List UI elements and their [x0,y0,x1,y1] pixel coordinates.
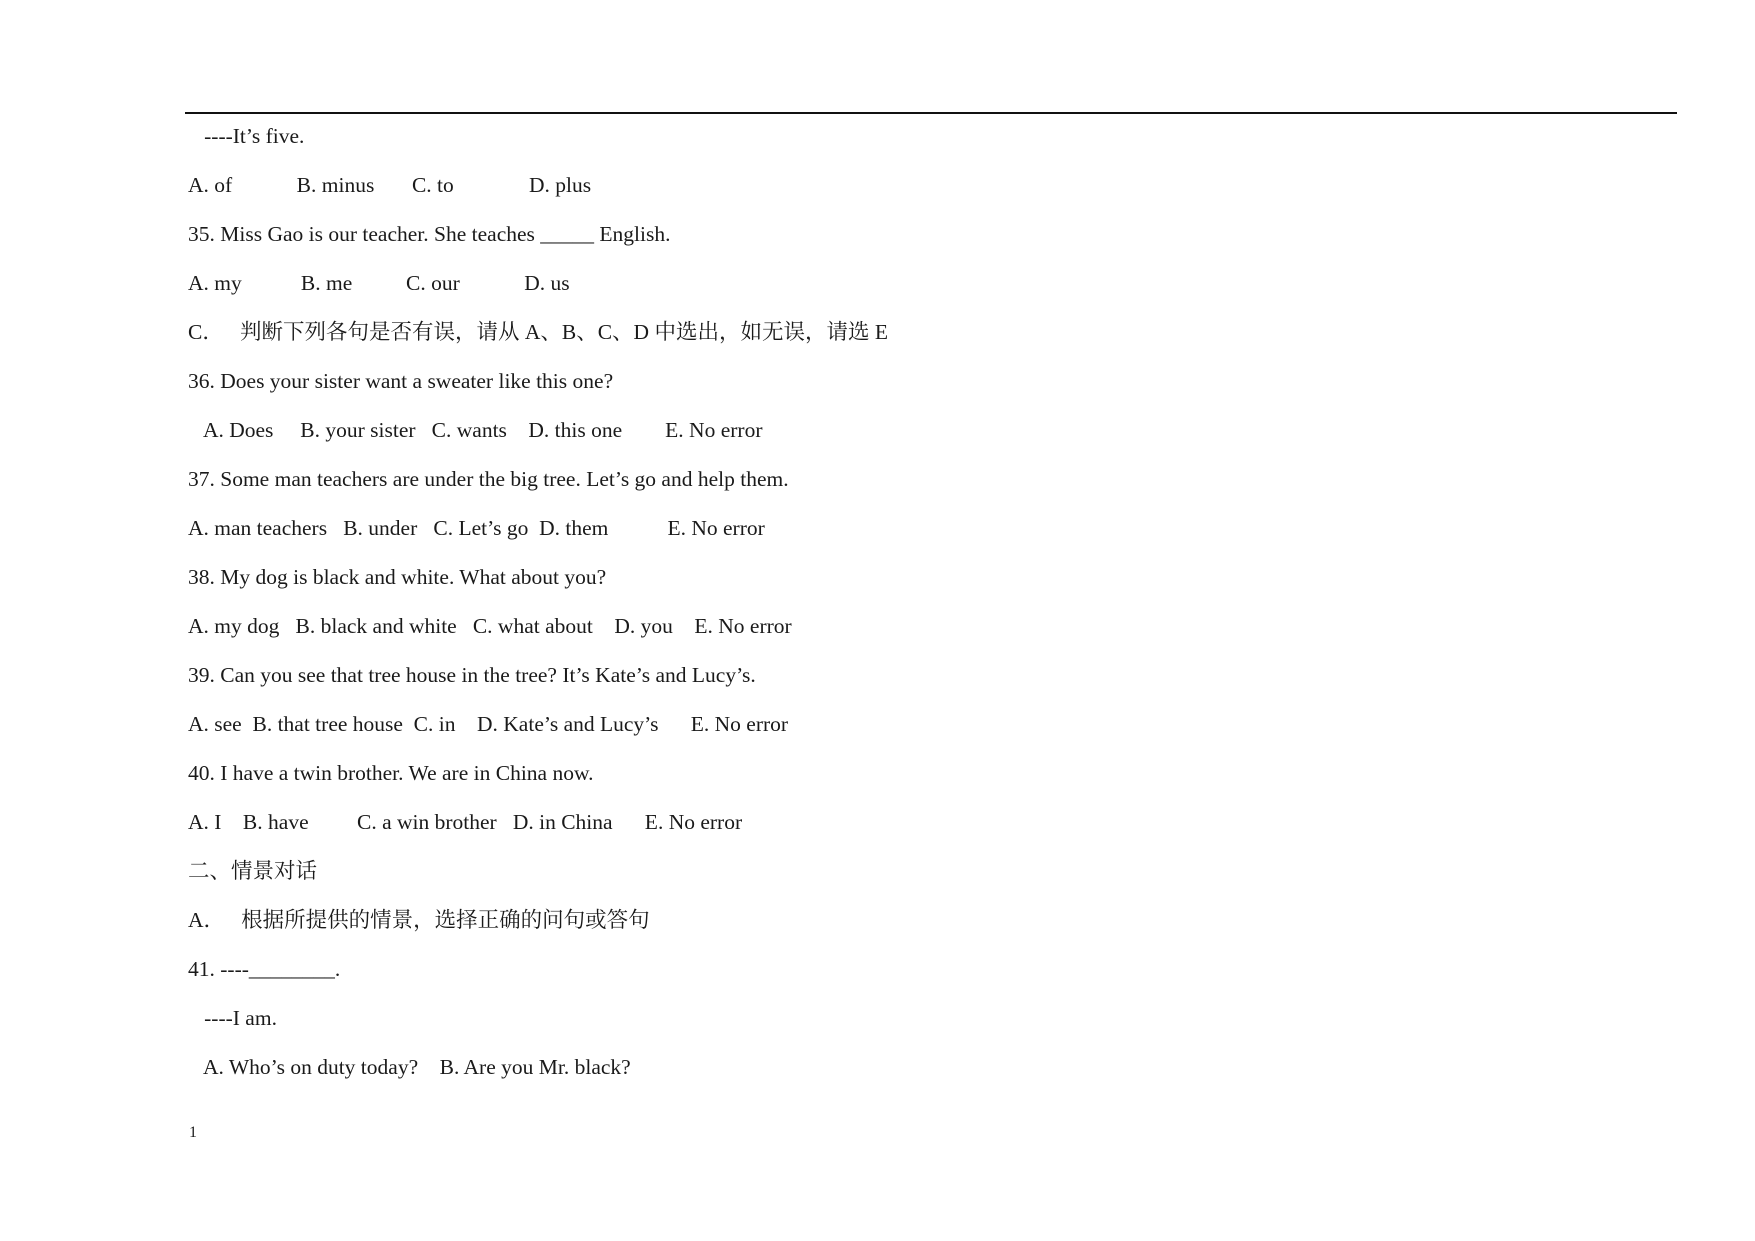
section-c-instruction: C． 判断下列各句是否有误，请从 A、B、C、D 中选出，如无误，请选 E [188,320,888,344]
options-line: A. Does B. your sister C. wants D. this one E. No error [188,418,763,442]
options-line: A. my B. me C. our D. us [188,271,570,295]
section-heading: 二、情景对话 [188,859,318,883]
question-41: 41. ----________. [188,957,341,981]
exercise-content [188,118,1668,1098]
options-line: A. man teachers B. under C. Let’s go D. them E. No error [188,516,765,540]
question-35: 35. Miss Gao is our teacher. She teaches _____ English. [188,222,671,246]
header-rule [185,112,1677,114]
answer-line: ----It’s five. [188,124,305,148]
options-line: A. of B. minus C. to D. plus [188,173,592,197]
question-36: 36. Does your sister want a sweater like this one? [188,369,614,393]
question-38: 38. My dog is black and white. What about you? [188,565,607,589]
options-line: A. Who’s on duty today? B. Are you Mr. black? [188,1055,631,1079]
answer-line: ----I am. [188,1006,277,1030]
section-a-instruction: A． 根据所提供的情景，选择正确的问句或答句 [188,908,650,932]
question-39: 39. Can you see that tree house in the tree? It’s Kate’s and Lucy’s. [188,663,756,687]
options-line: A. see B. that tree house C. in D. Kate’s and Lucy’s E. No error [188,712,789,736]
options-line: A. my dog B. black and white C. what about D. you E. No error [188,614,792,638]
options-line: A. I B. have C. a win brother D. in China E. No error [188,810,743,834]
question-40: 40. I have a twin brother. We are in China now. [188,761,594,785]
page-number: 1 [189,1124,197,1141]
question-37: 37. Some man teachers are under the big tree. Let’s go and help them. [188,467,789,491]
